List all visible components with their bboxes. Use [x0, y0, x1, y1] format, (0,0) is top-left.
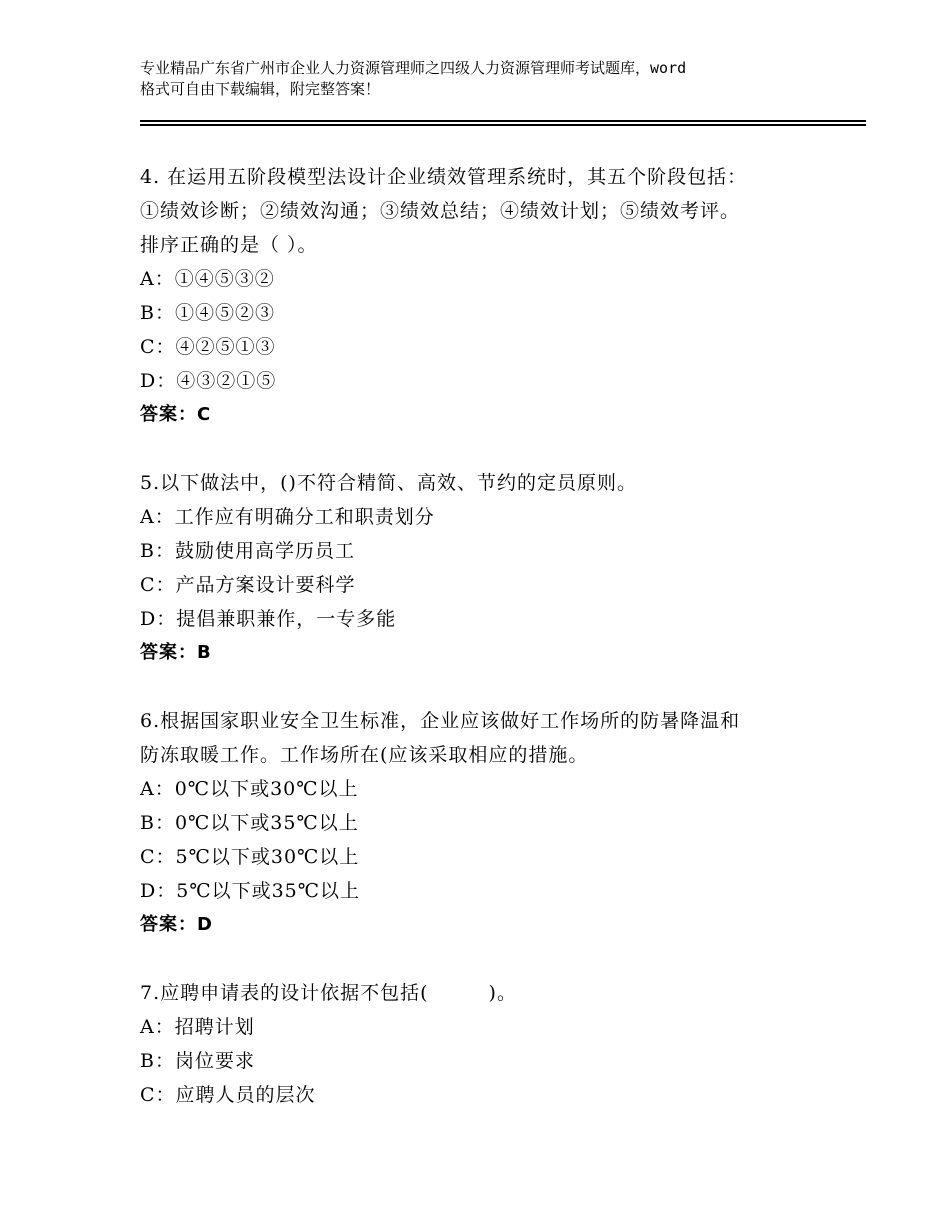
question-stem-line: 7.应聘申请表的设计依据不包括( )。: [140, 982, 517, 1004]
question-6: [140, 704, 840, 942]
option-c: C：应聘人员的层次: [140, 1084, 316, 1106]
option-a: A：①④⑤③②: [140, 268, 275, 290]
option-c: C：④②⑤①③: [140, 336, 276, 358]
question-stem-line: 5.以下做法中，()不符合精简、高效、节约的定员原则。: [140, 472, 637, 494]
header-divider-top: [140, 120, 866, 122]
option-d: D：提倡兼职兼作，一专多能: [140, 608, 397, 630]
answer-key: 答案：D: [140, 914, 213, 935]
answer-key: 答案：B: [140, 642, 212, 663]
question-stem-line: 防冻取暖工作。工作场所在(应该采取相应的措施。: [140, 744, 589, 766]
header-line-1: 专业精品广东省广州市企业人力资源管理师之四级人力资源管理师考试题库，word: [140, 59, 687, 77]
header-divider-bottom: [140, 124, 866, 126]
option-a: A：0℃以下或30℃以上: [140, 778, 359, 800]
option-b: B：0℃以下或35℃以上: [140, 812, 359, 834]
document-header: [140, 58, 840, 100]
question-5: [140, 466, 840, 670]
option-d: D：④③②①⑤: [140, 370, 277, 392]
option-a: A：招聘计划: [140, 1016, 255, 1038]
option-c: C：产品方案设计要科学: [140, 574, 356, 596]
question-list: [140, 160, 840, 1146]
option-b: B：①④⑤②③: [140, 302, 275, 324]
option-b: B：鼓励使用高学历员工: [140, 540, 355, 562]
option-a: A：工作应有明确分工和职责划分: [140, 506, 435, 528]
question-7: [140, 976, 840, 1112]
header-line-2: 格式可自由下载编辑，附完整答案！: [140, 80, 381, 98]
option-b: B：岗位要求: [140, 1050, 255, 1072]
question-stem-line: ①绩效诊断；②绩效沟通；③绩效总结；④绩效计划；⑤绩效考评。: [140, 200, 741, 222]
question-stem-line: 排序正确的是（ ）。: [140, 234, 318, 256]
question-stem-line: 4. 在运用五阶段模型法设计企业绩效管理系统时，其五个阶段包括：: [140, 166, 748, 188]
option-d: D：5℃以下或35℃以上: [140, 880, 361, 902]
question-4: [140, 160, 840, 432]
answer-key: 答案：C: [140, 404, 212, 425]
option-c: C：5℃以下或30℃以上: [140, 846, 360, 868]
question-stem-line: 6.根据国家职业安全卫生标准，企业应该做好工作场所的防暑降温和: [140, 710, 741, 732]
